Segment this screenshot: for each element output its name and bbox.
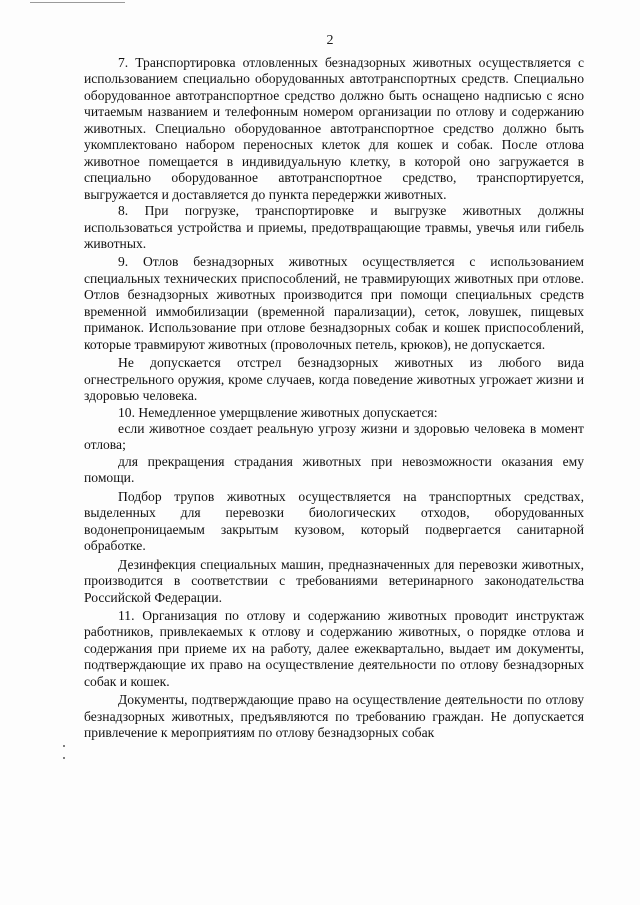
- page-number: 2: [326, 33, 334, 48]
- paragraph-11: 11. Организация по отлову и содержанию животных проводит инструктаж работников, привлекаемых к отлову и содержанию животных, о порядке отлова и содержания при приеме их на работу, далее ежеквартально, выдает им документы, подтверждающие их право на осуществление деятельности по отлову безнадзорных собак и кошек.: [84, 607, 584, 689]
- paragraph-9: 9. Отлов безнадзорных животных осуществляется с использованием специальных технических приспособлений, не травмирующих животных при отлове. Отлов безнадзорных животных производится при помощи специальных средств временной иммобилизации (временной парализации), сеток, ловушек, пищевых приманок. Использование при отлове безнадзорных собак и кошек приспособлений, которые травмируют животных (проволочных петель, крюков), не допускается.: [84, 254, 584, 352]
- scan-edge-line: [30, 2, 125, 3]
- paragraph-documents: Документы, подтверждающие право на осуществление деятельности по отлову безнадзорных животных, предъявляются по требованию граждан. Не допускается привлечение к мероприятиям по отлову безнадзорных собак: [84, 692, 584, 741]
- paragraph-8: 8. При погрузке, транспортировке и выгрузке животных должны использоваться устройства и приемы, предотвращающие травмы, увечья или гибель животных.: [84, 203, 584, 251]
- margin-mark: [63, 757, 65, 759]
- paragraph-7: 7. Транспортировка отловленных безнадзорных животных осуществляется с использованием специально оборудованных автотранспортных средств. Специально оборудованное автотранспортное средство должно быть оснащено надписью с ясно читаемым названием и телефонным номером организации по отлову и содержанию животных. Специально оборудованное автотранспортное средство должно быть укомплектовано набором переносных клеток для кошек и собак. После отлова животное помещается в индивидуальную клетку, в которой оно загружается в специально оборудованное автотранспортное средство, транспортируется, выгружается и доставляется до пункта передержки животных.: [84, 55, 584, 202]
- paragraph-shooting-ban: Не допускается отстрел безнадзорных животных из любого вида огнестрельного оружия, кроме случаев, когда поведение животных угрожает жизни и здоровью человека.: [84, 355, 584, 404]
- paragraph-carcass-collection: Подбор трупов животных осуществляется на транспортных средствах, выделенных для перевозки биологических отходов, оборудованных водонепроницаемым закрытым кузовом, который подвергается санитарной обработке.: [84, 488, 584, 554]
- paragraph-10-case-suffering: для прекращения страдания животных при невозможности оказания ему помощи.: [84, 453, 584, 486]
- margin-mark: [63, 745, 65, 747]
- paragraph-10: 10. Немедленное умерщвление животных допускается:: [118, 404, 438, 420]
- document-body: [84, 55, 584, 742]
- paragraph-disinfection: Дезинфекция специальных машин, предназначенных для перевозки животных, производится в соответствии с требованиями ветеринарного законодательства Российской Федерации.: [84, 556, 584, 605]
- paragraph-10-case-threat: если животное создает реальную угрозу жизни и здоровью человека в момент отлова;: [84, 420, 584, 453]
